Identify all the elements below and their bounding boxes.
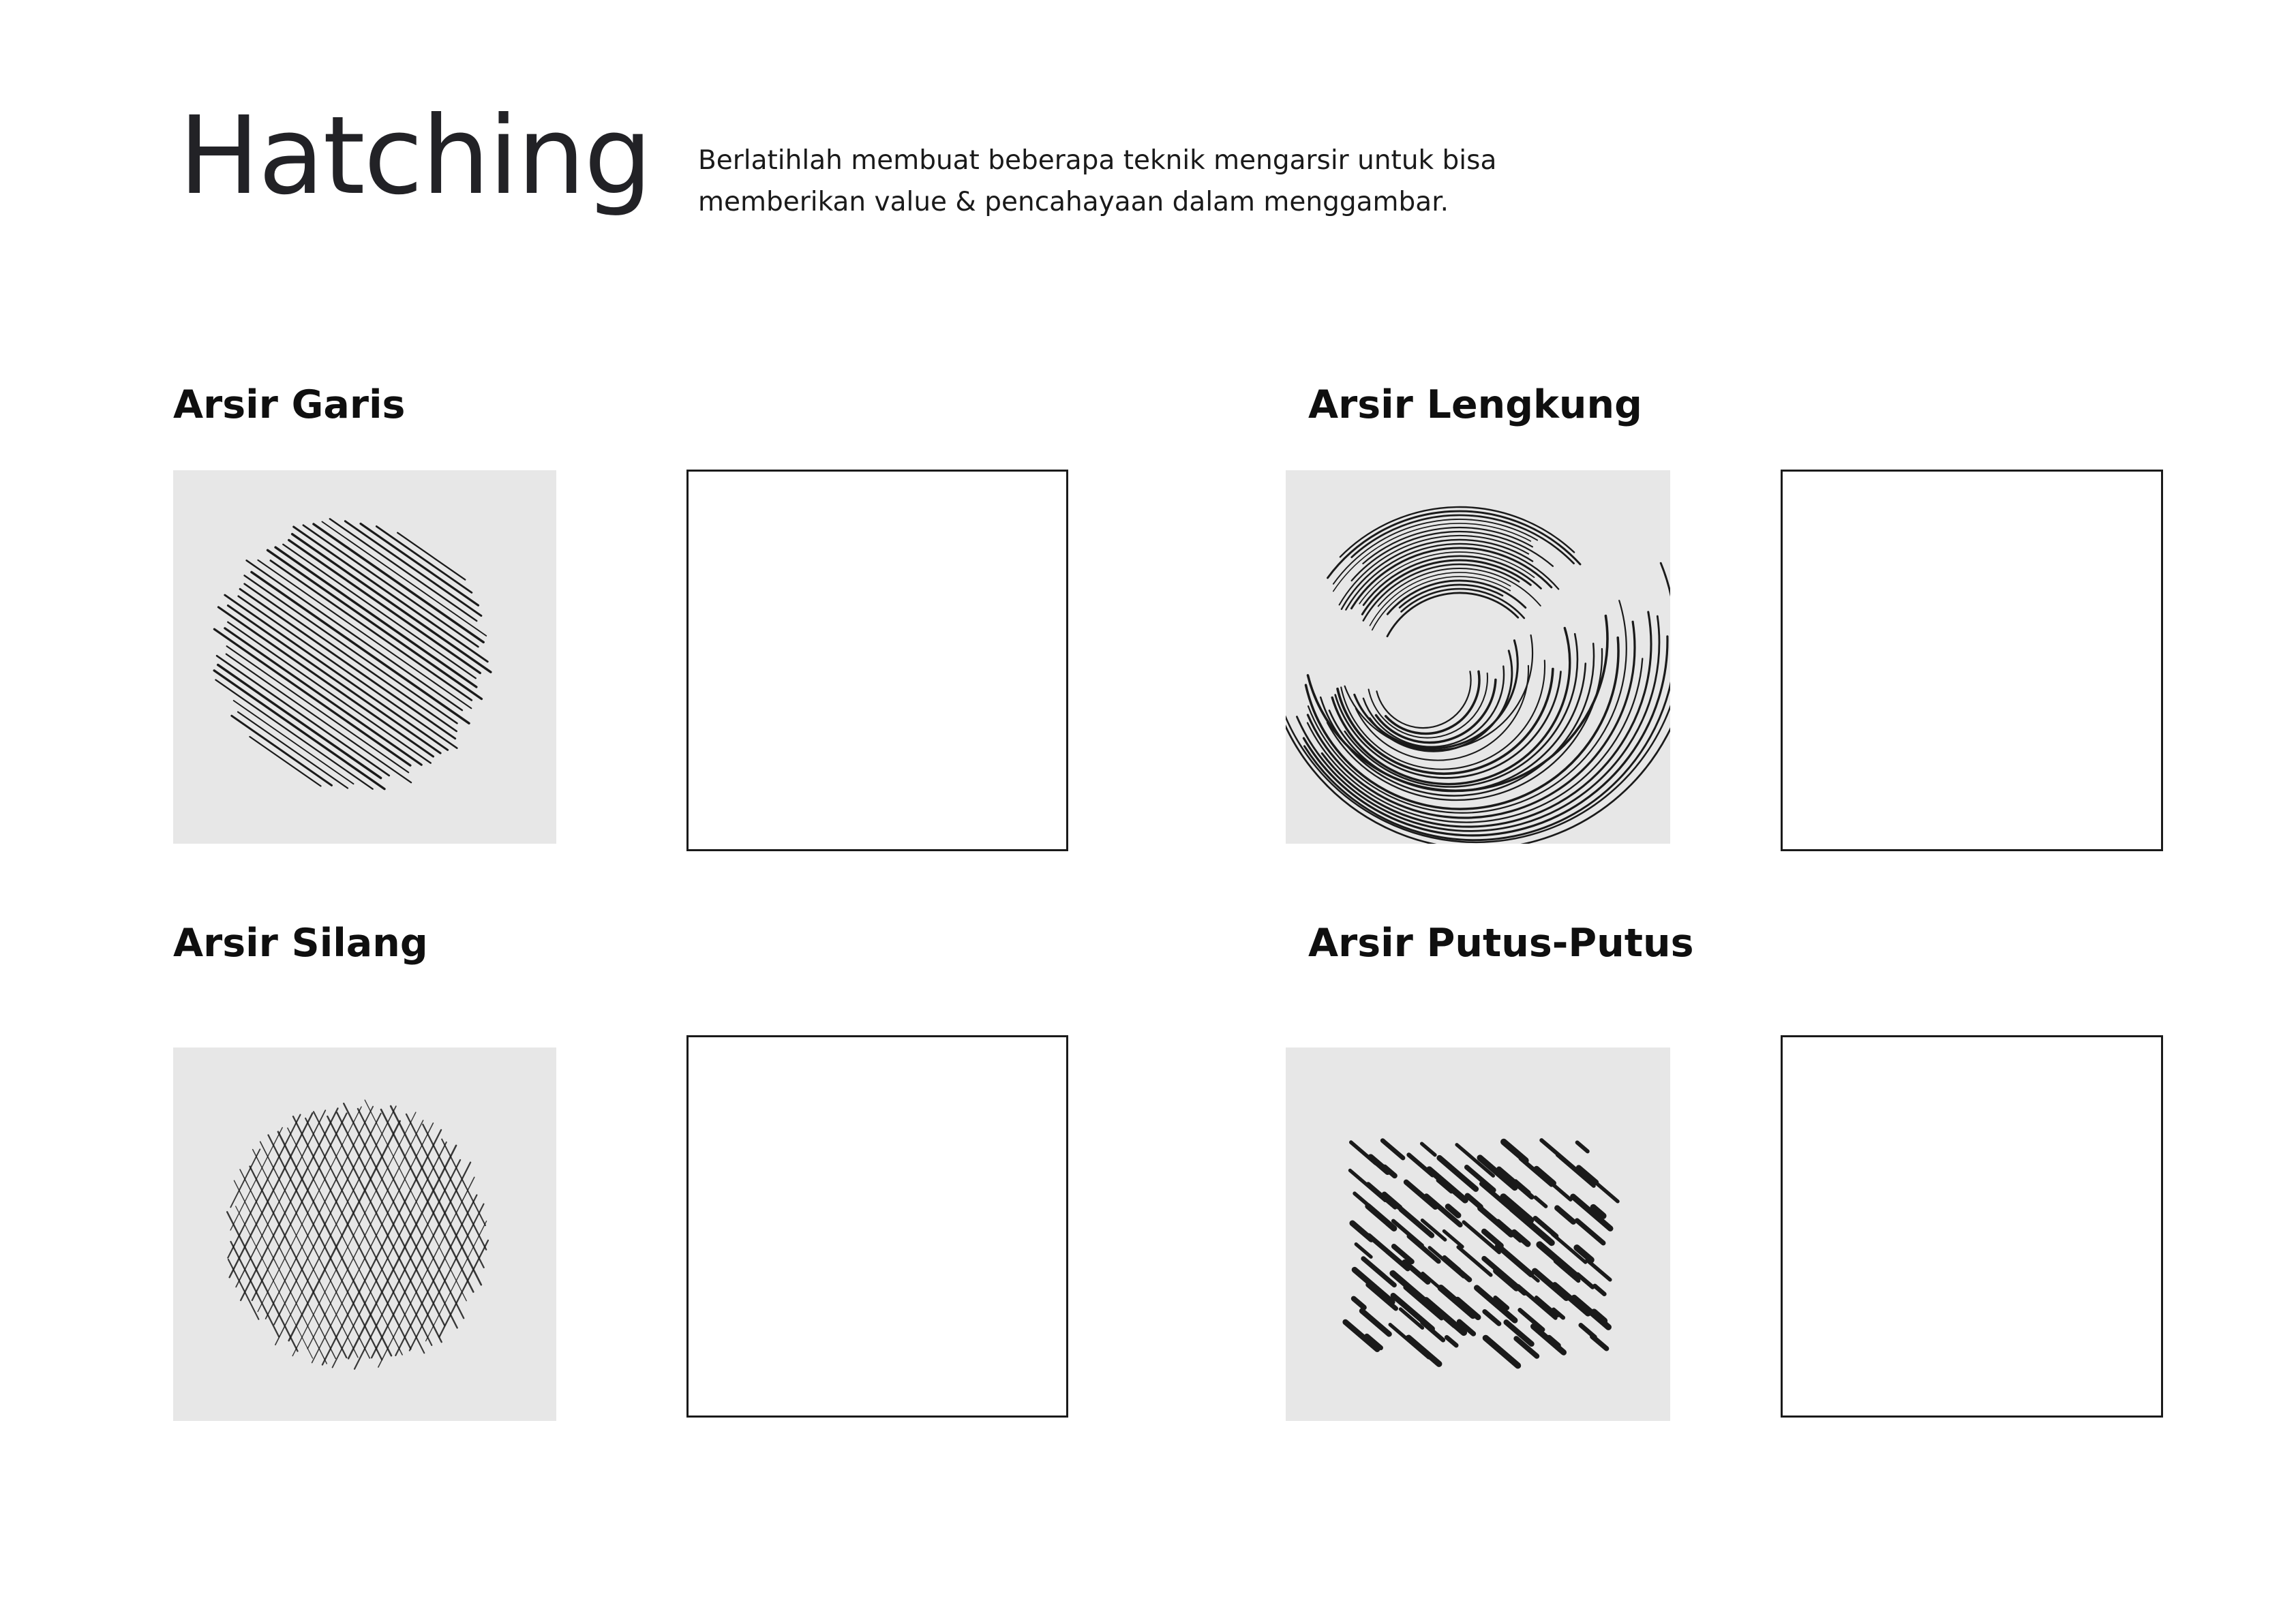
section-title-arsir-lengkung: Arsir Lengkung (1308, 382, 1642, 427)
hatch-stroke (376, 526, 472, 592)
hatch-dash (1444, 1231, 1462, 1246)
hatch-dash (1346, 1322, 1378, 1349)
hatch-dash (1557, 1208, 1573, 1222)
hatch-stroke (294, 527, 488, 662)
practice-box-arsir-silang[interactable] (686, 1035, 1068, 1418)
page-description (698, 140, 1652, 223)
section-title-arsir-garis: Arsir Garis (173, 382, 406, 427)
hatch-dash (1587, 1260, 1610, 1280)
hatch-dash (1577, 1142, 1588, 1151)
section-title-arsir-putus-putus: Arsir Putus-Putus (1308, 921, 1694, 966)
hatch-stroke (218, 665, 381, 778)
hatch-dash (1409, 1236, 1438, 1261)
hatch-stroke (307, 1120, 423, 1349)
hatch-dash (1485, 1338, 1517, 1366)
hatch-stroke (1377, 671, 1471, 728)
hatch-stroke (247, 560, 462, 710)
hatch-stroke (215, 680, 372, 789)
sample-arsir-garis (173, 470, 556, 844)
hatch-stroke (292, 1112, 416, 1356)
hatch-stroke (228, 606, 440, 754)
hatch-stroke (1387, 593, 1518, 637)
hatch-stroke (225, 628, 421, 765)
practice-box-arsir-putus-putus[interactable] (1781, 1035, 2163, 1418)
hatch-dash (1577, 1221, 1603, 1243)
hatch-dash (1592, 1336, 1607, 1349)
hatch-dash (1550, 1182, 1571, 1199)
hatch-stroke (1400, 585, 1502, 608)
hatch-stroke (289, 540, 481, 673)
hatch-stroke (381, 1110, 473, 1292)
hatch-dash (1485, 1312, 1499, 1324)
hatch-stroke (245, 584, 457, 731)
hatch-stroke (240, 589, 455, 738)
cross-hatching-icon (173, 1047, 556, 1421)
hatch-stroke (231, 1242, 280, 1337)
hatch-stroke (268, 550, 482, 699)
hatch-dash (1354, 1299, 1364, 1308)
hatch-stroke (239, 596, 457, 748)
page-title: Hatching (179, 93, 651, 219)
hatch-stroke (226, 654, 411, 782)
hatch-dash (1422, 1144, 1435, 1155)
hatch-stroke (292, 534, 491, 673)
section-title-arsir-silang: Arsir Silang (173, 921, 428, 966)
straight-hatching-icon (173, 470, 556, 844)
hatch-stroke (283, 545, 476, 678)
hatch-dash (1404, 1262, 1428, 1282)
hatch-dash (1368, 1184, 1395, 1208)
hatch-stroke (214, 629, 410, 765)
hatch-dash (1595, 1286, 1605, 1294)
hatch-stroke (227, 646, 409, 772)
hatch-dash (1368, 1206, 1394, 1229)
sample-arsir-lengkung (1286, 470, 1670, 844)
practice-box-arsir-lengkung[interactable] (1781, 470, 2163, 851)
hatch-stroke (235, 1180, 327, 1364)
curved-hatching-icon (1286, 470, 1670, 844)
hatch-dash (1496, 1271, 1516, 1289)
hatch-dash (1468, 1196, 1481, 1207)
hatch-stroke (236, 1206, 313, 1358)
hatch-dash (1458, 1270, 1469, 1280)
hatch-stroke (228, 1115, 300, 1258)
hatch-dash (1447, 1337, 1456, 1345)
hatch-stroke (348, 1146, 456, 1359)
sample-arsir-silang (173, 1047, 556, 1421)
hatch-stroke (238, 712, 348, 789)
hatch-stroke (275, 1106, 396, 1345)
hatch-stroke (218, 607, 433, 756)
practice-box-arsir-garis[interactable] (686, 470, 1068, 851)
description-line-1: Berlatihlah membuat beberapa teknik mengarsir untuk bisa (698, 145, 1497, 176)
broken-hatching-icon (1286, 1047, 1670, 1421)
hatch-dash (1355, 1270, 1392, 1302)
hatch-dash (1594, 1181, 1618, 1202)
hatch-dash (1362, 1311, 1389, 1334)
hatch-dash (1535, 1197, 1545, 1206)
hatch-stroke (354, 1160, 460, 1369)
description-line-2: memberikan value & pencahayaan dalam menggambar. (698, 187, 1449, 217)
hatch-stroke (274, 1114, 381, 1325)
sample-arsir-putus-putus (1286, 1047, 1670, 1421)
hatch-stroke (330, 519, 477, 621)
hatch-stroke (252, 1114, 347, 1301)
hatch-stroke (245, 576, 457, 724)
hatch-dash (1422, 1322, 1442, 1340)
hatch-dash (1383, 1141, 1403, 1159)
hatch-dash (1356, 1244, 1371, 1257)
hatch-stroke (258, 1107, 361, 1312)
hatch-dash (1408, 1338, 1439, 1364)
hatch-stroke (252, 572, 469, 724)
hatch-dash (1558, 1155, 1594, 1186)
hatch-stroke (258, 560, 471, 709)
hatch-stroke (322, 522, 487, 636)
hatch-dash (1477, 1288, 1515, 1321)
